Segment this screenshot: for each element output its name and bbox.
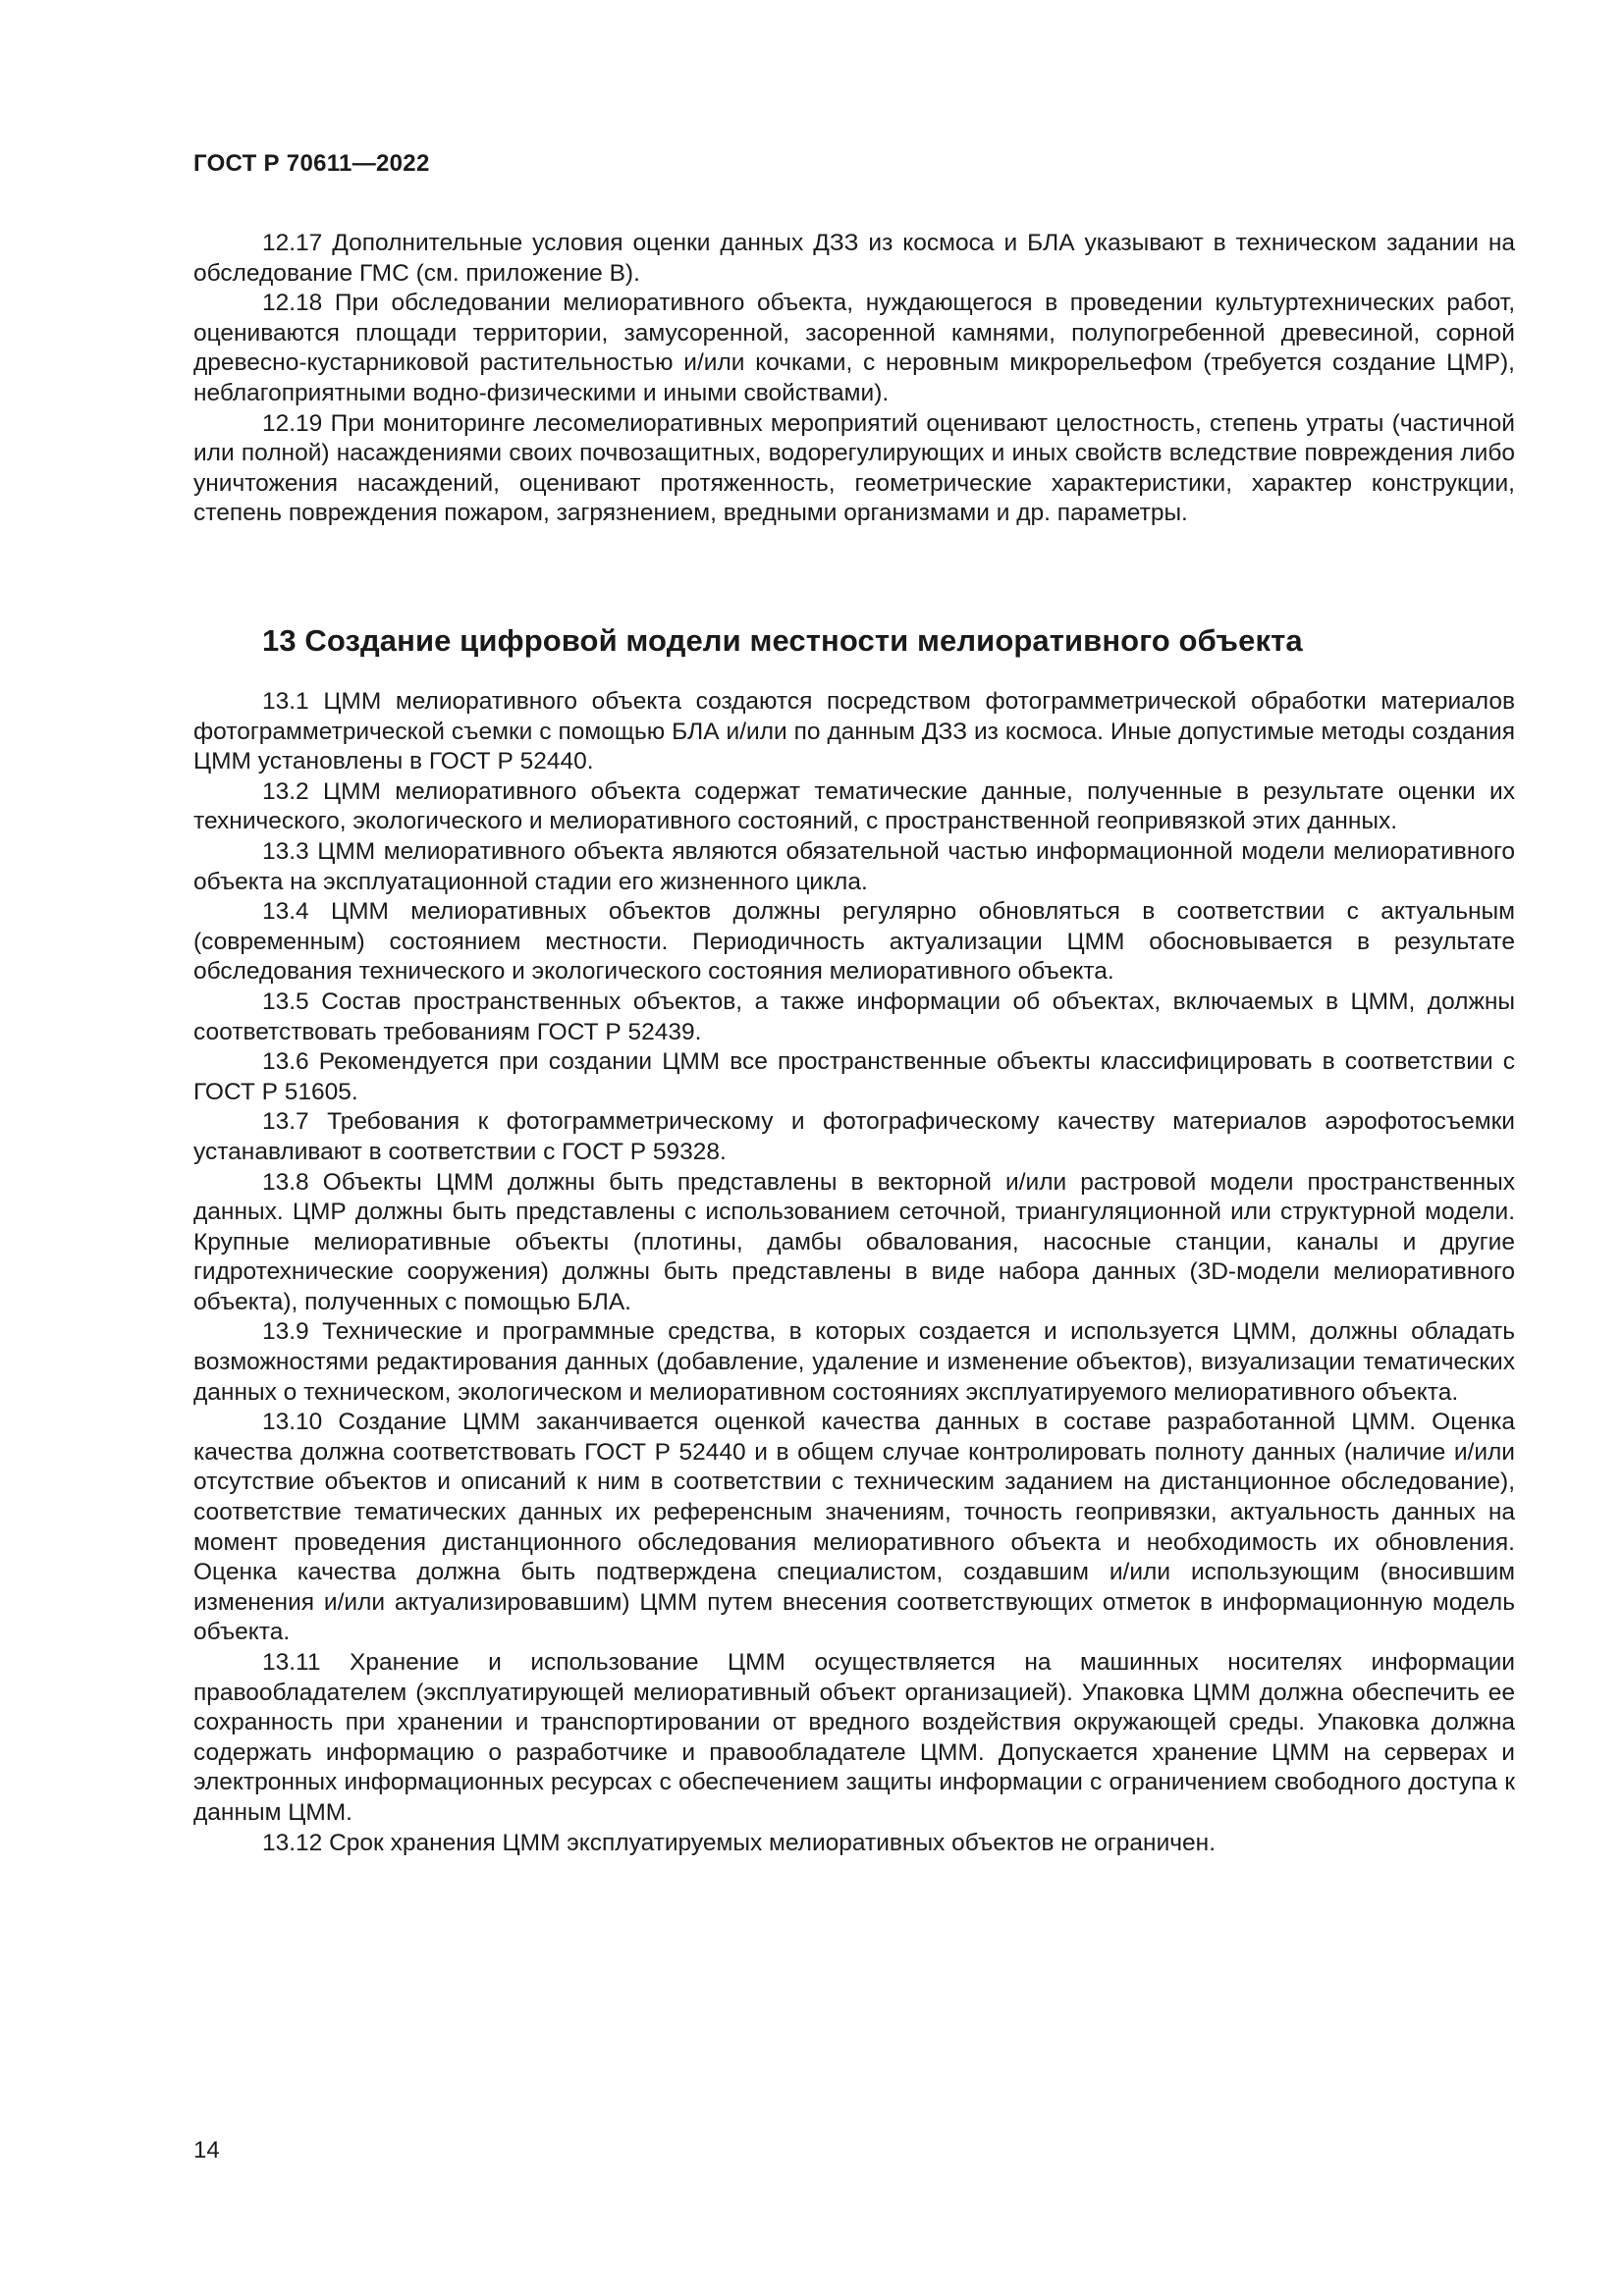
paragraph-13-4: 13.4 ЦММ мелиоративных объектов должны регулярно обновляться в соответствии с актуальным (современным) состоянием местности. Периодичность актуализации ЦММ обосновывается в результате обследования технического и экологического состояния мелиоративного объекта. bbox=[193, 898, 1515, 986]
section-13-heading: 13 Создание цифровой модели местности мелиоративного объекта bbox=[262, 623, 1303, 658]
paragraph-13-6: 13.6 Рекомендуется при создании ЦММ все пространственные объекты классифицировать в соответствии с ГОСТ Р 51605. bbox=[193, 1048, 1515, 1105]
document-code-header: ГОСТ Р 70611—2022 bbox=[193, 150, 430, 177]
paragraph-13-11: 13.11 Хранение и использование ЦММ осуществляется на машинных носителях информации правообладателем (эксплуатирующей мелиоративный объект организацией). Упаковка ЦММ должна обеспечить ее сохранность при хранении и транспортировании от вредного воздействия окружающей среды. Упаковка должна содержать информацию о разработчике и правообладателе ЦММ. Допускается хранение ЦММ на серверах и электронных информационных ресурсах с обеспечением защиты информации с ограничением свободного доступа к данным ЦММ. bbox=[193, 1649, 1515, 1826]
paragraph-13-3: 13.3 ЦММ мелиоративного объекта являются обязательной частью информационной модели мелиоративного объекта на эксплуатационной стадии его жизненного цикла. bbox=[193, 837, 1515, 895]
paragraph-13-8: 13.8 Объекты ЦММ должны быть представлены в векторной и/или растровой модели пространственных данных. ЦМР должны быть представлены с использованием сеточной, триангуляционной или структурной модели. Крупные мелиоративные объекты (плотины, дамбы обвалования, насосные станции, каналы и другие гидротехнические сооружения) должны быть представлены в виде набора данных (3D-модели мелиоративного объекта), полученных с помощью БЛА. bbox=[193, 1168, 1515, 1315]
paragraph-12-17: 12.17 Дополнительные условия оценки данных ДЗЗ из космоса и БЛА указывают в техническом задании на обследование ГМС (см. приложение В). bbox=[193, 230, 1515, 287]
paragraph-13-7: 13.7 Требования к фотограмметрическому и фотографическому качеству материалов аэрофотосъемки устанавливают в соответствии с ГОСТ Р 59328. bbox=[193, 1108, 1515, 1165]
paragraph-12-19: 12.19 При мониторинге лесомелиоративных мероприятий оценивают целостность, степень утраты (частичной или полной) насаждениями своих почвозащитных, водорегулирующих и иных свойств вследствие повреждения либо уничтожения насаждений, оценивают протяженность, геометрические характеристики, характер конструкции, степень повреждения пожаром, загрязнением, вредными организмами и др. параметры. bbox=[193, 409, 1515, 527]
paragraph-13-12: 13.12 Срок хранения ЦММ эксплуатируемых мелиоративных объектов не ограничен. bbox=[262, 1829, 1217, 1856]
section-13-text bbox=[193, 687, 1515, 1858]
paragraph-13-5: 13.5 Состав пространственных объектов, а также информации об объектах, включаемых в ЦММ, должны соответствовать требованиям ГОСТ Р 52439. bbox=[193, 988, 1515, 1045]
paragraph-13-10: 13.10 Создание ЦММ заканчивается оценкой качества данных в составе разработанной ЦММ. Оценка качества должна соответствовать ГОСТ Р 52440 и в общем случае контролировать полноту данных (наличие и/или отсутствие объектов и описаний к ним в соответствии с техническим заданием на дистанционное обследование), соответствие тематических данных их референсным значениям, точность геопривязки, актуальность данных на момент проведения дистанционного обследования мелиоративного объекта и необходимость их обновления. Оценка качества должна быть подтверждена специалистом, создавшим и/или использующим (вносившим изменения и/или актуализировавшим) ЦММ путем внесения соответствующих отметок в информационную модель объекта. bbox=[193, 1409, 1515, 1646]
page-number: 14 bbox=[193, 2137, 220, 2163]
paragraph-13-2: 13.2 ЦММ мелиоративного объекта содержат тематические данные, полученные в результате оценки их технического, экологического и мелиоративного состояний, с пространственной геопривязкой этих данных. bbox=[193, 777, 1515, 835]
paragraph-13-1: 13.1 ЦММ мелиоративного объекта создаются посредством фотограмметрической обработки материалов фотограмметрической съемки с помощью БЛА и/или по данным ДЗЗ из космоса. Иные допустимые методы создания ЦММ установлены в ГОСТ Р 52440. bbox=[193, 688, 1515, 775]
paragraph-13-9: 13.9 Технические и программные средства, в которых создается и используется ЦММ, должны обладать возможностями редактирования данных (добавление, удаление и изменение объектов), визуализации тематических данных о техническом, экологическом и мелиоративном состояниях эксплуатируемого мелиоративного объекта. bbox=[193, 1318, 1515, 1406]
paragraph-12-18: 12.18 При обследовании мелиоративного объекта, нуждающегося в проведении культуртехнических работ, оцениваются площади территории, замусоренной, засоренной камнями, полупогребенной древесиной, сорной древесно-кустарниковой растительностью и/или кочками, с неровным микрорельефом (требуется создание ЦМР), неблагоприятными водно-физическими и иными свойствами). bbox=[193, 290, 1515, 406]
section-12-text bbox=[193, 229, 1515, 529]
